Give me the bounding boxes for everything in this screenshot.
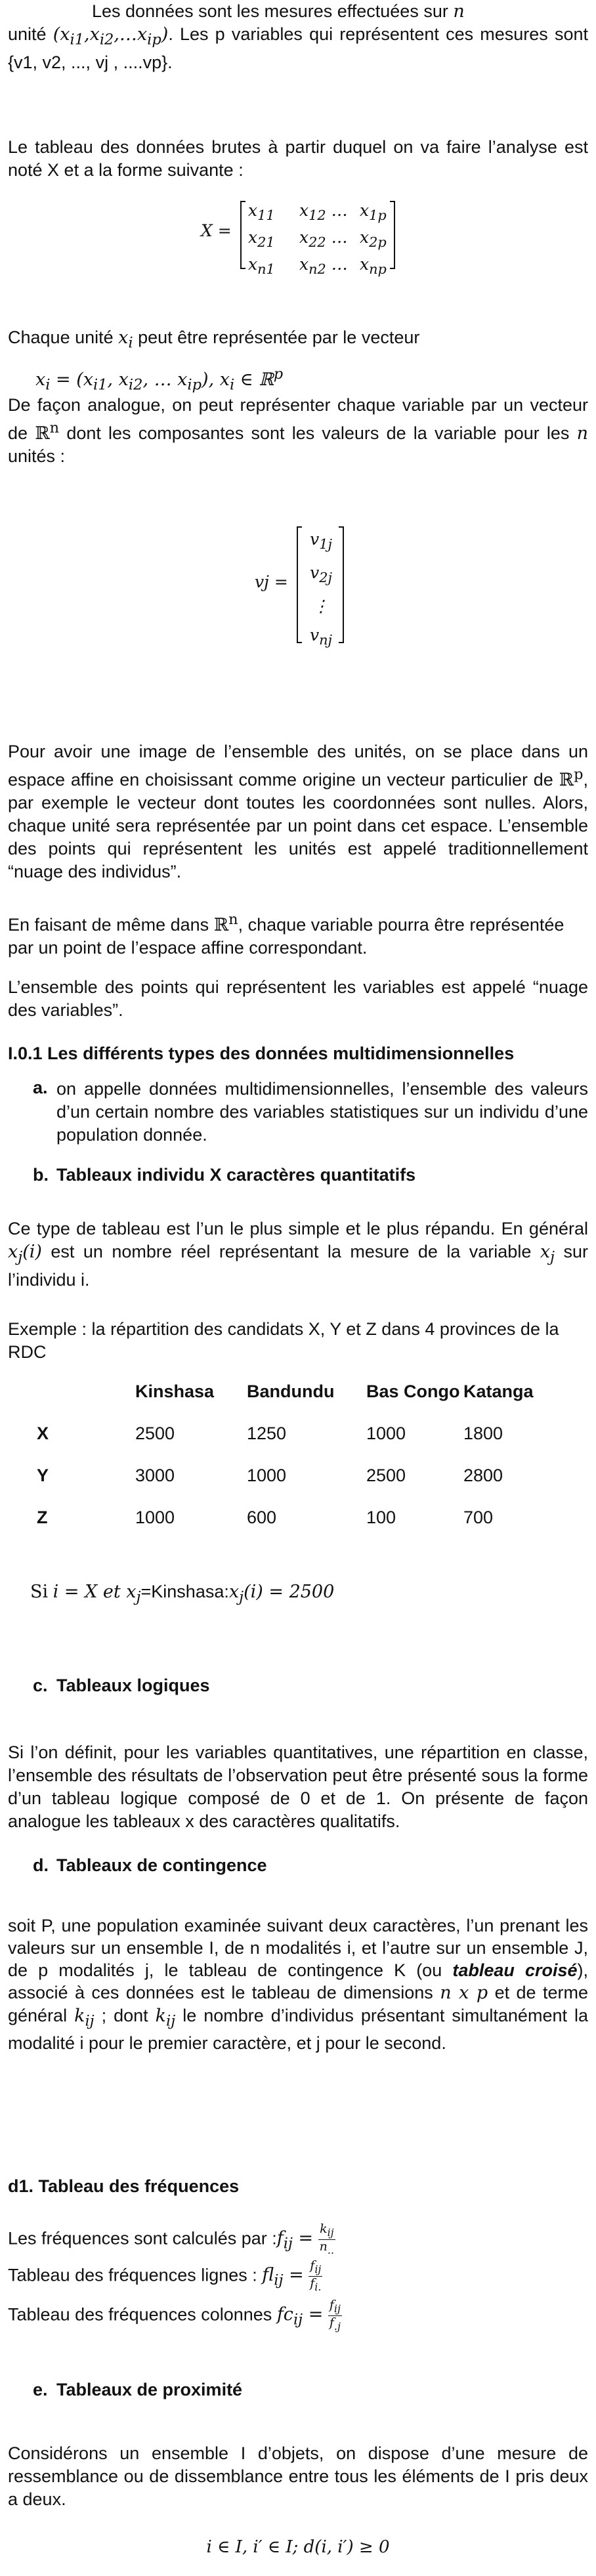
raw-data-paragraph: Le tableau des données brutes à partir duquel on va faire l’analyse est noté X et a la forme suivante : — [8, 137, 588, 180]
example-note: Si i = X et $x_j=Kinshasa:x_j(i) = 2500$ — [30, 1582, 335, 1606]
same-rn-paragraph: En faisant de même dans ℝ$^n$, chaque variable pourra être représentée par un point de l’espace affine correspondant. — [8, 911, 564, 958]
unit-vector-paragraph: Chaque unité $x_i$ peut être représentée par le vecteur — [8, 327, 420, 352]
proximity-formula: i ∈ I, i′ ∈ I; d(i, i′) ≥ 0 — [206, 2537, 390, 2557]
intro-paragraph: Les données sont les mesures effectuées sur n unité $(x_{i1},x_{i2},\dots x_{ip})$. Les p variables qui représentent ces mesures sont {v1, v2, ..., vj , ....vp}. — [8, 1, 588, 73]
table-row: Z 1000 600 100 700 — [37, 1507, 494, 1527]
example-text: Exemple : la répartition des candidats X, Y et Z dans 4 provinces de la RDC — [8, 1319, 559, 1362]
table-row: X 2500 1250 1000 1800 — [37, 1423, 503, 1443]
cloud-variables-paragraph: L’ensemble des points qui représentent les variables est appelé “nuage des variables”. — [8, 977, 588, 1020]
item-e-paragraph: Considérons un ensemble I d’objets, on dispose d’une mesure de ressemblance ou de dissemblance entre tous les éléments de I pris deux a deux. — [8, 2443, 588, 2509]
unit-vector-formula: $x_i = (x_{i1}$, $x_{i2}$, … $x_{ip}$), $x_i$ ∈ ℝ$^p$ — [35, 366, 284, 394]
table-row: Y 3000 1000 2500 2800 — [37, 1465, 503, 1485]
cloud-individuals-paragraph: Pour avoir une image de l’ensemble des unités, on se place dans un espace affine en choisissant comme origine un vecteur particulier de ℝ$^p$, par exemple le vecteur dont toutes les coordonnées sont nulles. Alors, chaque unité sera représentée par un point dans cet espace. L’ensemble des points qui représentent les unités est appelé traditionnellement “nuage des individus”. — [8, 742, 588, 881]
item-b-paragraph: Ce type de tableau est l’un le plus simple et le plus répandu. En général $x_j(i)$ est un nombre réel représentant la mesure de la variable $x_j$ sur l’individu i. — [8, 1219, 588, 1290]
item-d-paragraph: soit P, une population examinée suivant deux caractères, l’un prenant les valeurs sur un ensemble I, de n modalités i, et l’autre sur un ensemble J, de p modalités j, le tableau de contingence K (ou tableau croisé), associé à ces données est le tableau de dimensions n x p et de terme général $k_{ij}$ ; dont $k_{ij}$ le nombre d’individus présentant simultanément la modalité i pour le premier caractère, et j pour le second. — [8, 1916, 589, 2054]
table-header-row: Kinshasa Bandundu Bas Congo Katanga — [135, 1381, 534, 1401]
section-title: I.0.1 Les différents types des données multidimensionnelles — [8, 1044, 515, 1063]
variable-vector-paragraph: De façon analogue, on peut représenter chaque variable par un vecteur de ℝ$^n$ dont les composantes sont les valeurs de la variable pour les n unités : — [8, 395, 588, 466]
example-table — [37, 1370, 549, 1538]
d1-title: d1. Tableau des fréquences — [8, 2176, 240, 2196]
item-c-paragraph: Si l’on définit, pour les variables quantitatives, une répartition en classe, l’ensemble des résultats de l’observation peut être présenté sous la forme d’un tableau logique composé de 0 et de 1. On présente de façon analogue les tableaux x des caractères qualitatifs. — [8, 1742, 588, 1831]
document-page: Les données sont les mesures effectuées sur n unité $(x_{i1},x_{i2},\dots x_{ip})$. Les p variables qui représentent ces mesures sont {v1, v2, ..., vj , ....vp}. Le tableau des données brutes à partir duquel on va faire l’analyse est noté X et a la forme suivante : X = $x_{11}$ $x_{12}$ … $x_{1p}$ $x_{21}$ $x_{22}$ … $x_{2p}$ $x_{n1}$ $x_{n2}$ … $x_{np}$ Chaque unité $x_i$ peut être représentée par le vecteur $x_i = (x_{i1}$, $x_{i2}$, … $x_{ip}$), $x_i$ ∈ ℝ$^p$ De façon analogue, on peut représenter chaque variable par un vecteur de ℝ$^n$ dont les composantes sont les valeurs de la variable pour les n unités : vj = $v_{1j}$ $v_{2j}$ ⋮ $v_{nj}$ Pour avoir une image de l’ensemble des unités, on se place dans un espace affine en choisissant comme origine un vecteur particulier de ℝ$^p$, par exemple le vecteur dont toutes les coordonnées sont nulles. Alors, chaque unité sera représentée par un point dans cet espace. L’ensemble des points qui représentent les unités est appelé traditionnellement “nuage des individus”. En faisant de même dans ℝ$^n$, chaque variable pourra être représentée par un point de l’espace affine correspondant. L’ensemble des points qui représentent les variables est appelé “nuage des variables”. I.0.1 Les différents types des données multidimensionnelles a. on appelle données multidimensionnelles, l’ensemble des valeurs d’un certain nombre des variables statistiques sur un individu d’une population donnée. b. Tableaux individu X caractères quantitatifs Ce type de tableau est l’un le plus simple et le plus répandu. En général $x_j(i)$ est un nombre réel représentant la mesure de la variable $x_j$ sur l’individu i. Exemple : la répartition des candidats X, Y et Z dans 4 provinces de la RDC Kinshasa Bandundu Bas Congo Katanga X 2500 1250 1000 1800 Y 3000 1000 2500 2800 Z 1000 600 100 700 Si i = X et $x_j=Kinshasa:x_j(i) = 2500$ c. Tableaux logiques Si l’on définit, pour les variables quantitatives, une répartition en classe, l’ensemble des résultats de l’observation peut être présenté sous la forme d’un tableau logique composé de 0 et de 1. On présente de façon analogue les tableaux x des caractères qualitatifs. d. Tableaux de contingence soit P, une population examinée suivant deux caractères, l’un prenant les valeurs sur un ensemble I, de n modalités i, et l’autre sur un ensemble J, de p modalités j, le tableau de contingence K (ou tableau croisé), associé à ces données est le tableau de dimensions n x p et de terme général $k_{ij}$ ; dont $k_{ij}$ le nombre d’individus présentant simultanément la modalité i pour le premier caractère, et j pour le second. d1. Tableau des fréquences Les fréquences sont calculés par $:f_{ij}$ = $\frac{k_{ij}}{n_{..}}$ Tableau des fréquences lignes : $fl_{ij}$ = $\frac{f_{ij}}{f_{i.}}$ Tableau des fréquences colonnes $fc_{ij}$ = $\frac{f_{ij}}{f_{.j}}$ e. Tableaux de proximité Considérons un ensemble I d’objets, on dispose d’une mesure de ressemblance ou de dissemblance entre tous les éléments de I pris deux a deux. i ∈ I, i′ ∈ I; d(i, i′) ≥ 0 — [0, 0, 596, 2576]
